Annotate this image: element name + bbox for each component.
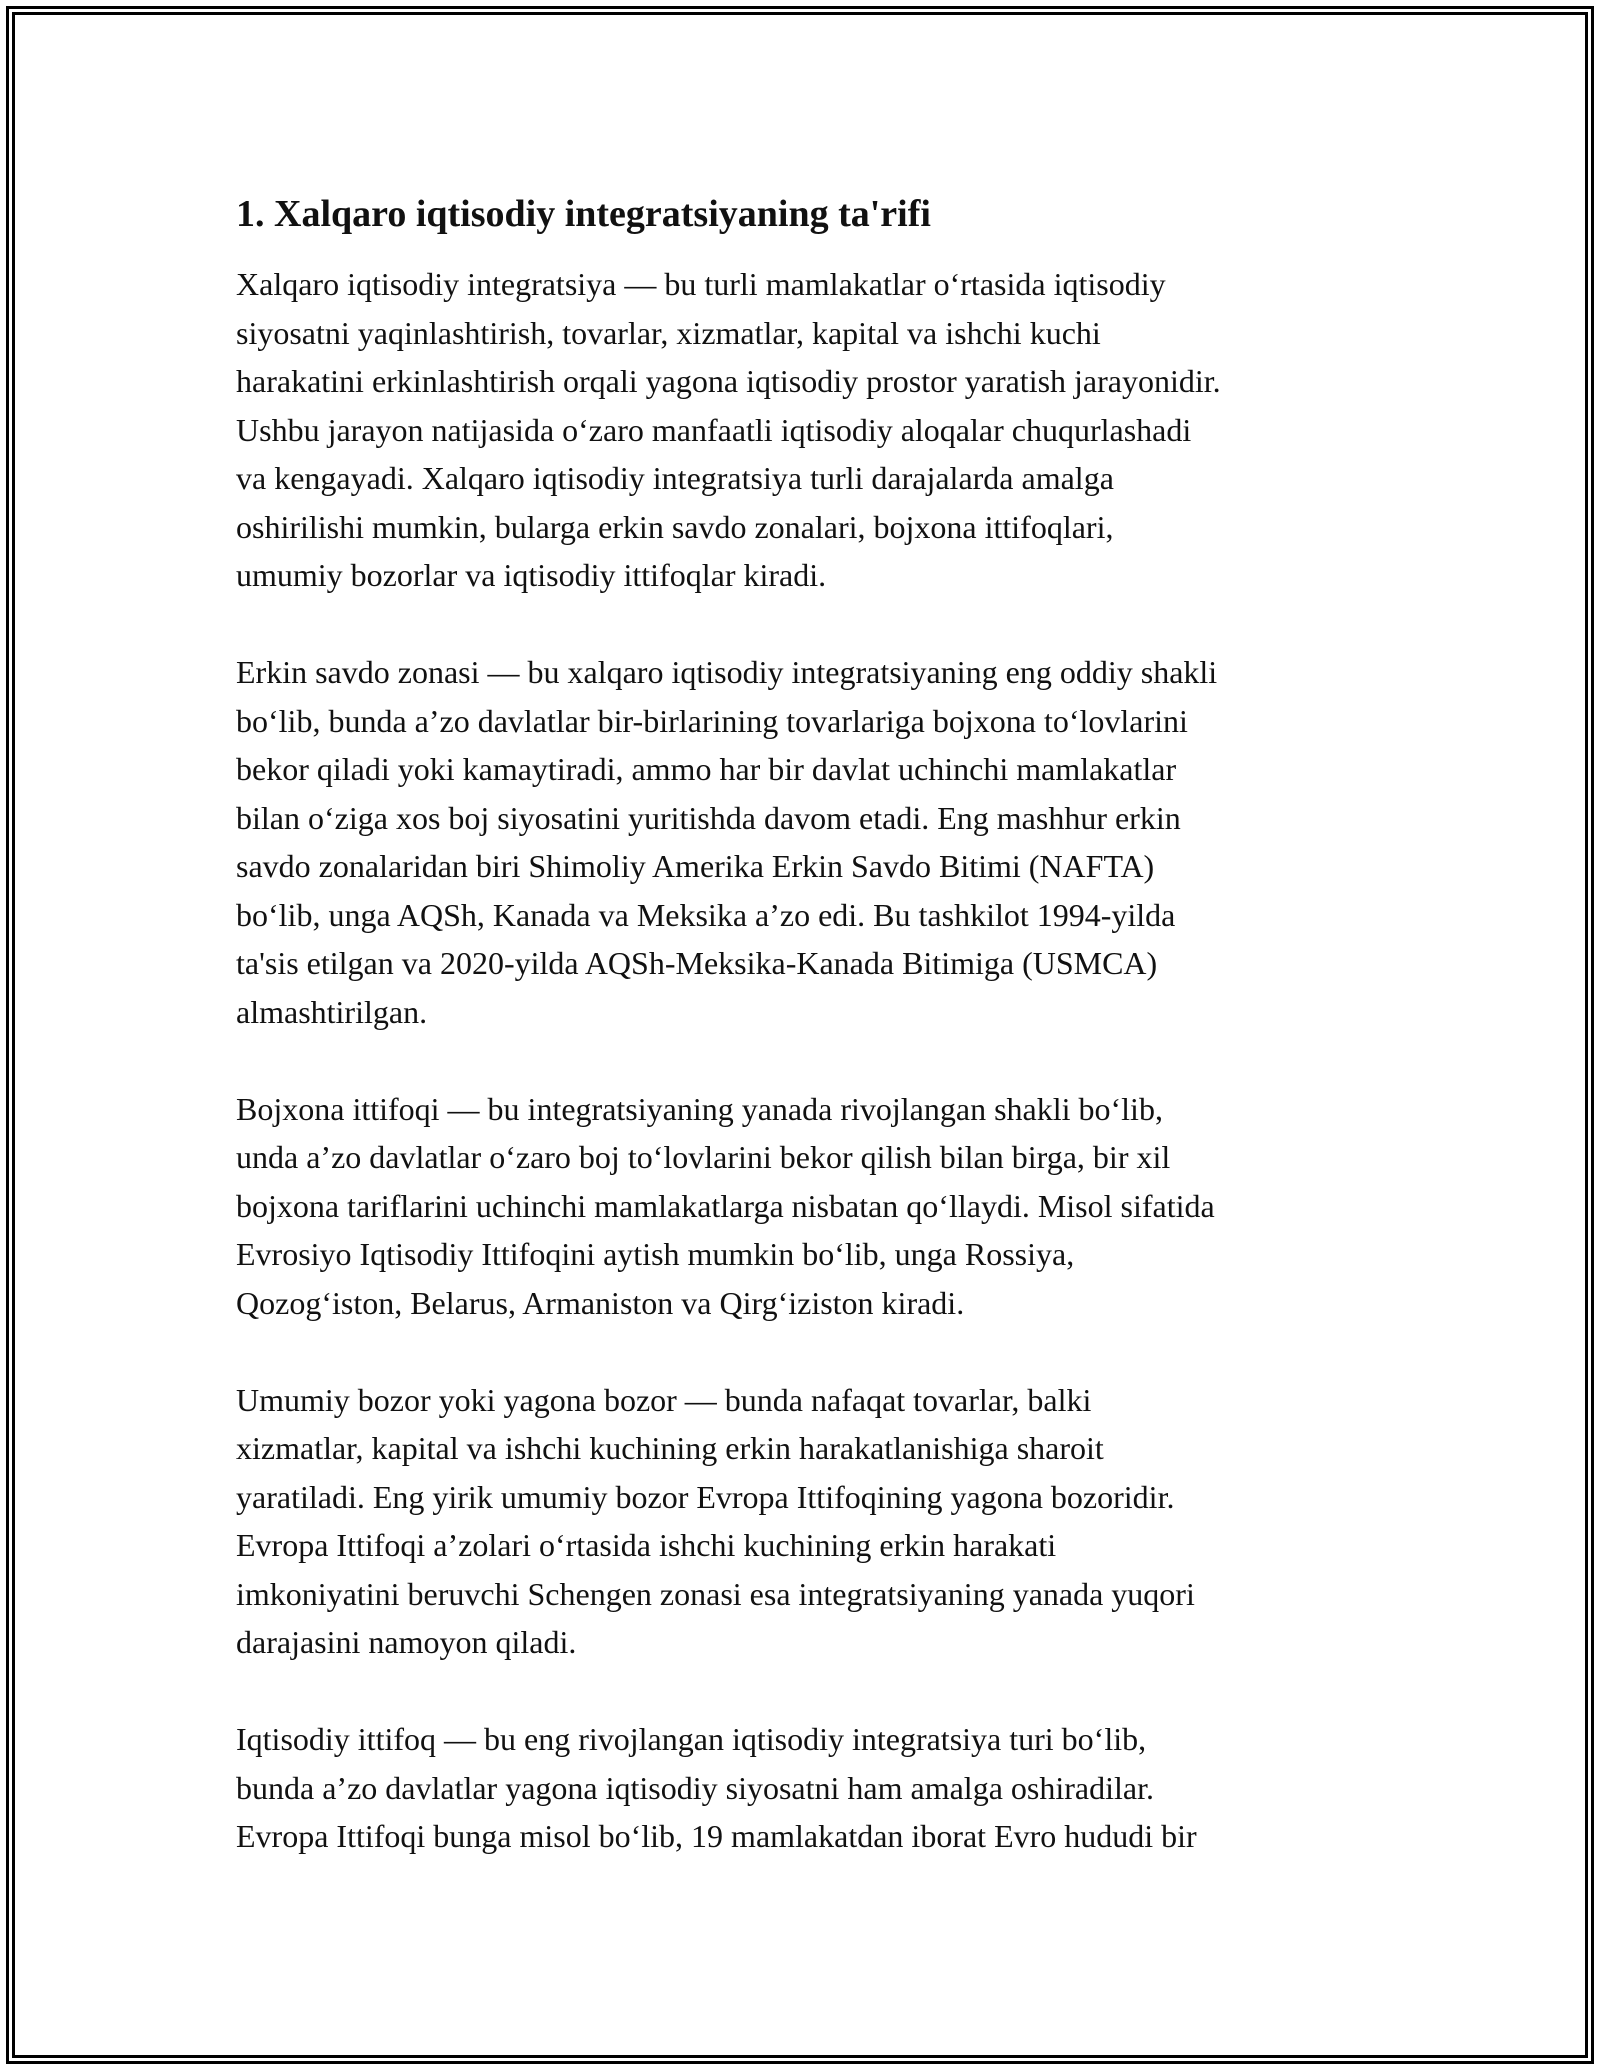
section-heading: 1. Xalqaro iqtisodiy integratsiyaning ta'rifi xyxy=(236,193,931,235)
paragraph-definition: Xalqaro iqtisodiy integratsiya — bu turli mamlakatlar o‘rtasida iqtisodiy siyosatni yaqinlashtirish, tovarlar, xizmatlar, kapital va ishchi kuchi harakatini erkinlashtirish orqali yagona iqtisodiy prostor yaratish jarayonidir. Ushbu jarayon natijasida o‘zaro manfaatli iqtisodiy aloqalar chuqurlashadi va kengayadi. Xalqaro iqtisodiy integratsiya turli darajalarda amalga oshirilishi mumkin, bularga erkin savdo zonalari, bojxona ittifoqlari, umumiy bozorlar va iqtisodiy ittifoqlar kiradi. xyxy=(236,266,1221,593)
paragraph-common-market: Umumiy bozor yoki yagona bozor — bunda nafaqat tovarlar, balki xizmatlar, kapital va ishchi kuchining erkin harakatlanishiga sharoit yaratiladi. Eng yirik umumiy bozor Evropa Ittifoqining yagona bozoridir. Evropa Ittifoqi a’zolari o‘rtasida ishchi kuchining erkin harakati imkoniyatini beruvchi Schengen zonasi esa integratsiyaning yanada yuqori darajasini namoyon qiladi. xyxy=(236,1381,1195,1660)
paragraph-customs-union: Bojxona ittifoqi — bu integratsiyaning yanada rivojlangan shakli bo‘lib, unda a’zo davlatlar o‘zaro boj to‘lovlarini bekor qilish bilan birga, bir xil bojxona tariflarini uchinchi mamlakatlarga nisbatan qo‘llaydi. Misol sifatida Evrosiyo Iqtisodiy Ittifoqini aytish mumkin bo‘lib, unga Rossiya, Qozog‘iston, Belarus, Armaniston va Qirg‘iziston kiradi. xyxy=(236,1090,1215,1321)
paragraph-economic-union: Iqtisodiy ittifoq — bu eng rivojlangan iqtisodiy integratsiya turi bo‘lib, bunda a’zo davlatlar yagona iqtisodiy siyosatni ham amalga oshiradilar. Evropa Ittifoqi bunga misol bo‘lib, 19 mamlakatdan iborat Evro hududi bir xyxy=(236,1721,1197,1854)
paragraph-free-trade-zone: Erkin savdo zonasi — bu xalqaro iqtisodiy integratsiyaning eng oddiy shakli bo‘lib, bunda a’zo davlatlar bir-birlarining tovarlariga bojxona to‘lovlarini bekor qiladi yoki kamaytiradi, ammo har bir davlat uchinchi mamlakatlar bilan o‘ziga xos boj siyosatini yuritishda davom etadi. Eng mashhur erkin savdo zonalaridan biri Shimoliy Amerika Erkin Savdo Bitimi (NAFTA) bo‘lib, unga AQSh, Kanada va Meksika a’zo edi. Bu tashkilot 1994-yilda ta'sis etilgan va 2020-yilda AQSh-Meksika-Kanada Bitimiga (USMCA) almashtirilgan. xyxy=(236,654,1218,1030)
document-body xyxy=(236,190,1376,1909)
